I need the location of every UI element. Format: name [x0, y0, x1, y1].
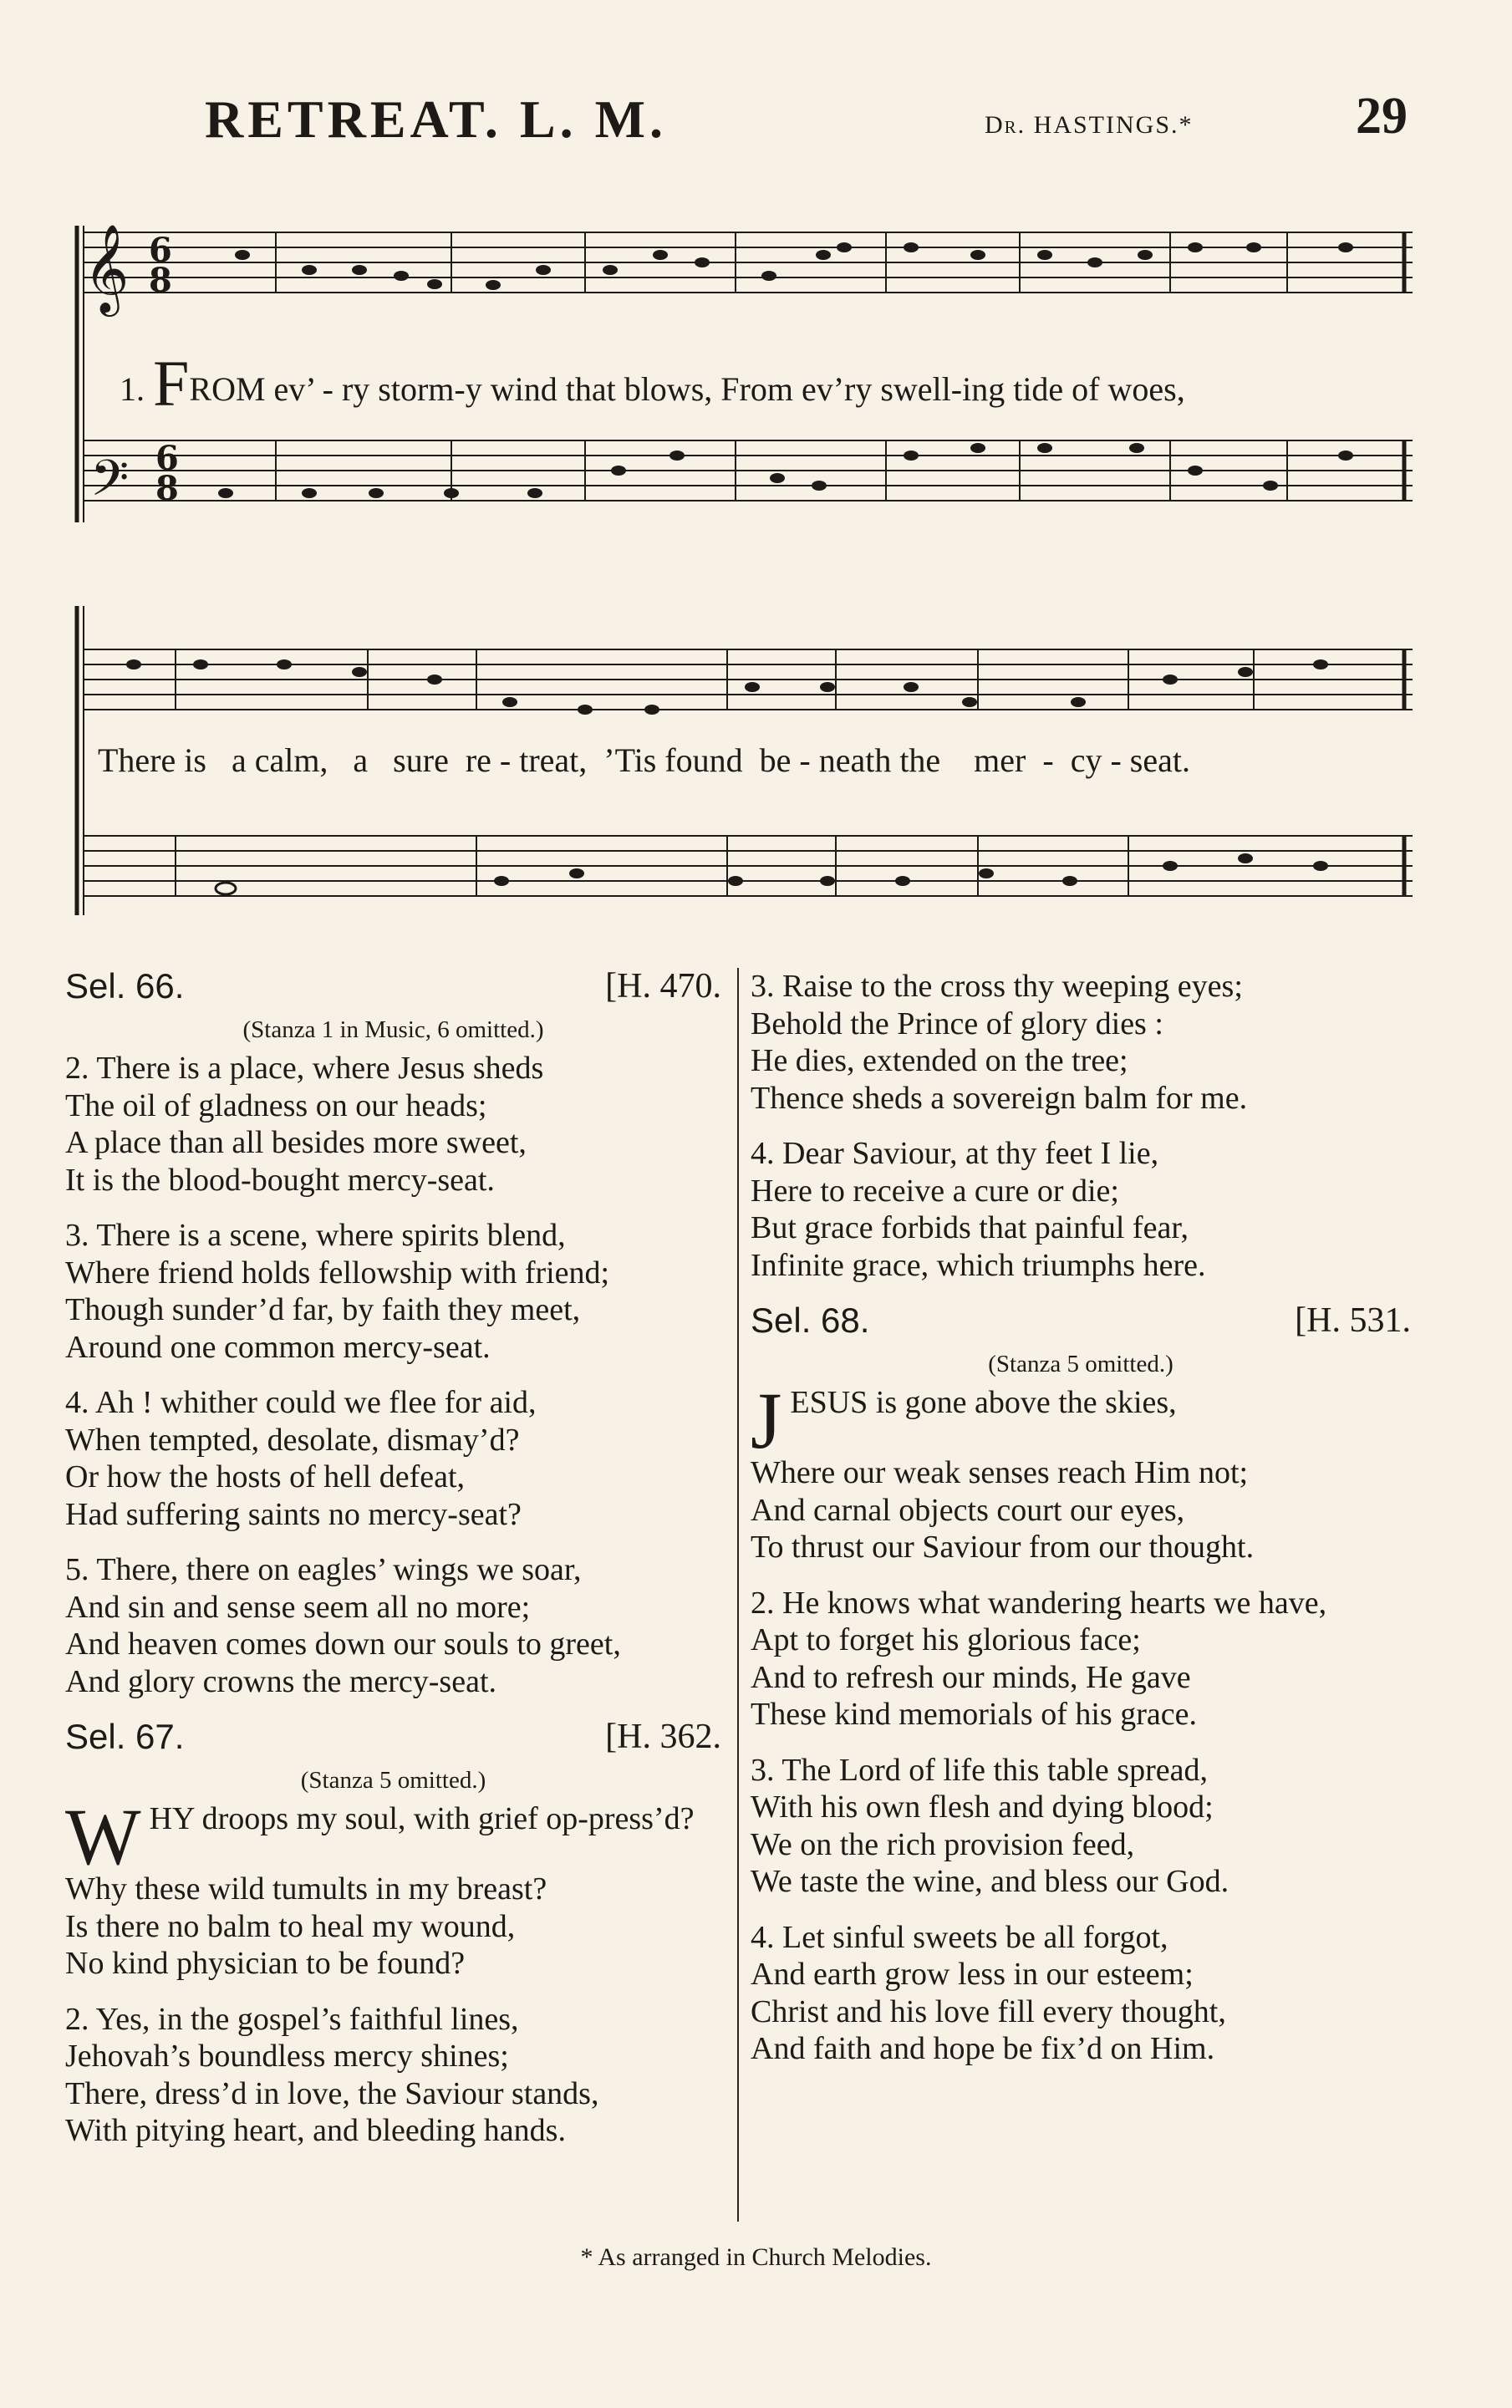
stanza — [65, 1050, 721, 1199]
treble-staff-1 — [84, 232, 1413, 293]
stanza — [65, 2001, 721, 2150]
stanza-line: 4. Dear Saviour, at thy feet I lie, — [751, 1136, 1159, 1171]
stanza-line: Apt to forget his glorious face; — [751, 1622, 1141, 1657]
footnote: * As arranged in Church Melodies. — [580, 2243, 932, 2271]
stanza — [751, 1919, 1411, 2068]
selection-67-stanza-2 — [65, 2001, 721, 2150]
hymn-title: RETREAT. L. M. — [205, 89, 667, 149]
stanza-line: 5. There, there on eagles’ wings we soar, — [65, 1552, 582, 1587]
selection-66-stanzas — [65, 1050, 721, 1700]
noteheads — [126, 242, 1353, 894]
composer: Dr. HASTINGS.* — [985, 111, 1194, 139]
stanza-line: Here to receive a cure or die; — [751, 1173, 1119, 1209]
stanza — [65, 1792, 721, 1983]
hymn-reference: [H. 531. — [1295, 1301, 1411, 1340]
bass-staff-1 — [84, 440, 1413, 501]
stanza-line: Christ and his love fill every thought, — [751, 1993, 1226, 2029]
svg-text:8: 8 — [155, 469, 179, 508]
stanza — [751, 968, 1411, 1117]
drop-letter: F — [153, 347, 190, 420]
svg-text:6: 6 — [149, 231, 172, 270]
stanza-line: Though sunder’d far, by faith they meet, — [65, 1292, 581, 1327]
stanza-line: Where our weak senses reach Him not; — [751, 1455, 1249, 1490]
page-number: 29 — [1356, 88, 1408, 145]
stanza-line: 2. There is a place, where Jesus sheds — [65, 1051, 544, 1086]
stanza-line: And earth grow less in our esteem; — [751, 1957, 1194, 1992]
selection-note: (Stanza 1 in Music, 6 omitted.) — [242, 1016, 544, 1043]
stanza-line: To thrust our Saviour from our thought. — [751, 1530, 1255, 1565]
stanza-line: And glory crowns the mercy-seat. — [65, 1663, 497, 1699]
stanza-line: There, dress’d in love, the Saviour stands, — [65, 2075, 599, 2111]
stanza-line: 3. Raise to the cross thy weeping eyes; — [751, 969, 1243, 1004]
bass-clef-icon: 𝄢 — [90, 449, 130, 519]
music-score — [0, 0, 1512, 936]
hymn-reference: [H. 470. — [605, 967, 721, 1005]
stanza-line: No kind physician to be found? — [65, 1946, 466, 1981]
stanza-line: 3. There is a scene, where spirits blend, — [65, 1218, 566, 1253]
stanza — [65, 1384, 721, 1533]
verse-number: 1. — [120, 370, 145, 408]
stanza-line: The oil of gladness on our heads; — [65, 1087, 487, 1123]
stanza — [65, 1217, 721, 1366]
svg-text:8: 8 — [149, 261, 172, 300]
stanza-line: Or how the hosts of hell defeat, — [65, 1459, 466, 1494]
stanza-line: With pitying heart, and bleeding hands. — [65, 2113, 566, 2148]
lyrics-line-1 — [120, 346, 1185, 420]
stanza-line: And heaven comes down our souls to greet, — [65, 1627, 621, 1662]
stanza-line: We taste the wine, and bless our God. — [751, 1864, 1229, 1899]
stanza — [65, 1551, 721, 1700]
stanza-line: HY droops my soul, with grief op-press’d? — [149, 1801, 695, 1836]
left-column — [65, 968, 721, 2168]
stanza-line: 2. He knows what wandering hearts we have, — [751, 1585, 1327, 1621]
column-divider — [737, 968, 739, 2222]
selection-note: (Stanza 5 omitted.) — [300, 1767, 486, 1794]
stanza-line: 4. Let sinful sweets be all forgot, — [751, 1919, 1168, 1955]
selection-68-stanzas — [751, 1585, 1411, 2068]
stanza-line: Around one common mercy-seat. — [65, 1329, 491, 1365]
selection-label: Sel. 68. — [751, 1301, 870, 1340]
stanza — [751, 1585, 1411, 1733]
stanza-line: He dies, extended on the tree; — [751, 1043, 1128, 1078]
stanza — [751, 1752, 1411, 1901]
first-word-rest: ROM — [189, 370, 266, 408]
stanza-line: And faith and hope be fix’d on Him. — [751, 2031, 1215, 2066]
stanza-line: Thence sheds a sovereign balm for me. — [751, 1080, 1248, 1116]
selection-note: (Stanza 5 omitted.) — [988, 1351, 1173, 1377]
stanza-line: A place than all besides more sweet, — [65, 1125, 527, 1160]
hymn-reference: [H. 362. — [605, 1718, 721, 1756]
stanza-line: Where friend holds fellowship with friend; — [65, 1255, 610, 1291]
stanza-line: Jehovah’s boundless mercy shines; — [65, 2039, 509, 2074]
stanza-line: And sin and sense seem all no more; — [65, 1589, 531, 1625]
right-column — [751, 968, 1411, 2086]
stanza-line: It is the blood-bought mercy-seat. — [65, 1162, 495, 1198]
stanza-line: And to refresh our minds, He gave — [751, 1659, 1191, 1695]
drop-cap: W — [65, 1792, 141, 1881]
stanza-line: Had suffering saints no mercy-seat? — [65, 1496, 522, 1532]
stanza-line: When tempted, desolate, dismay’d? — [65, 1422, 520, 1458]
stanza-line: Behold the Prince of glory dies : — [751, 1005, 1163, 1041]
stanza-line: ESUS is gone above the skies, — [790, 1385, 1177, 1420]
stanza-line: We on the rich provision feed, — [751, 1826, 1135, 1862]
stanza-line: 4. Ah ! whither could we flee for aid, — [65, 1385, 537, 1420]
stanza-line: 2. Yes, in the gospel’s faithful lines, — [65, 2001, 519, 2037]
stanza-line: With his own flesh and dying blood; — [751, 1789, 1214, 1825]
svg-text:6: 6 — [155, 439, 179, 478]
selection-67-continued — [751, 968, 1411, 1284]
bass-staff-2 — [84, 836, 1413, 896]
treble-clef-icon: 𝄞 — [84, 223, 130, 313]
selection-66-header — [65, 968, 721, 1015]
stanza-line: Is there no balm to heal my wound, — [65, 1908, 516, 1944]
stanza-line: But grace forbids that painful fear, — [751, 1210, 1189, 1245]
stanza-line: Infinite grace, which triumphs here. — [751, 1247, 1206, 1283]
selection-label: Sel. 67. — [65, 1717, 185, 1756]
stanza-line: Why these wild tumults in my breast? — [65, 1871, 547, 1907]
selection-67-header — [65, 1718, 721, 1765]
stanza-line: These kind memorials of his grace. — [751, 1697, 1197, 1732]
drop-cap: J — [751, 1376, 782, 1465]
lyric-text: ev’ - ry storm-y wind that blows, From ev’ry swell-ing tide of woes, — [273, 370, 1185, 408]
stanza-line: And carnal objects court our eyes, — [751, 1492, 1185, 1528]
lyrics-line-2: There is a calm, a sure re - treat, ’Tis found be - neath the mer - cy - seat. — [98, 741, 1190, 779]
stanza — [751, 1135, 1411, 1284]
treble-staff-2 — [84, 649, 1413, 710]
stanza — [751, 1376, 1411, 1566]
stanza-line: 3. The Lord of life this table spread, — [751, 1752, 1208, 1788]
selection-label: Sel. 66. — [65, 966, 185, 1005]
selection-68-header — [751, 1302, 1411, 1349]
